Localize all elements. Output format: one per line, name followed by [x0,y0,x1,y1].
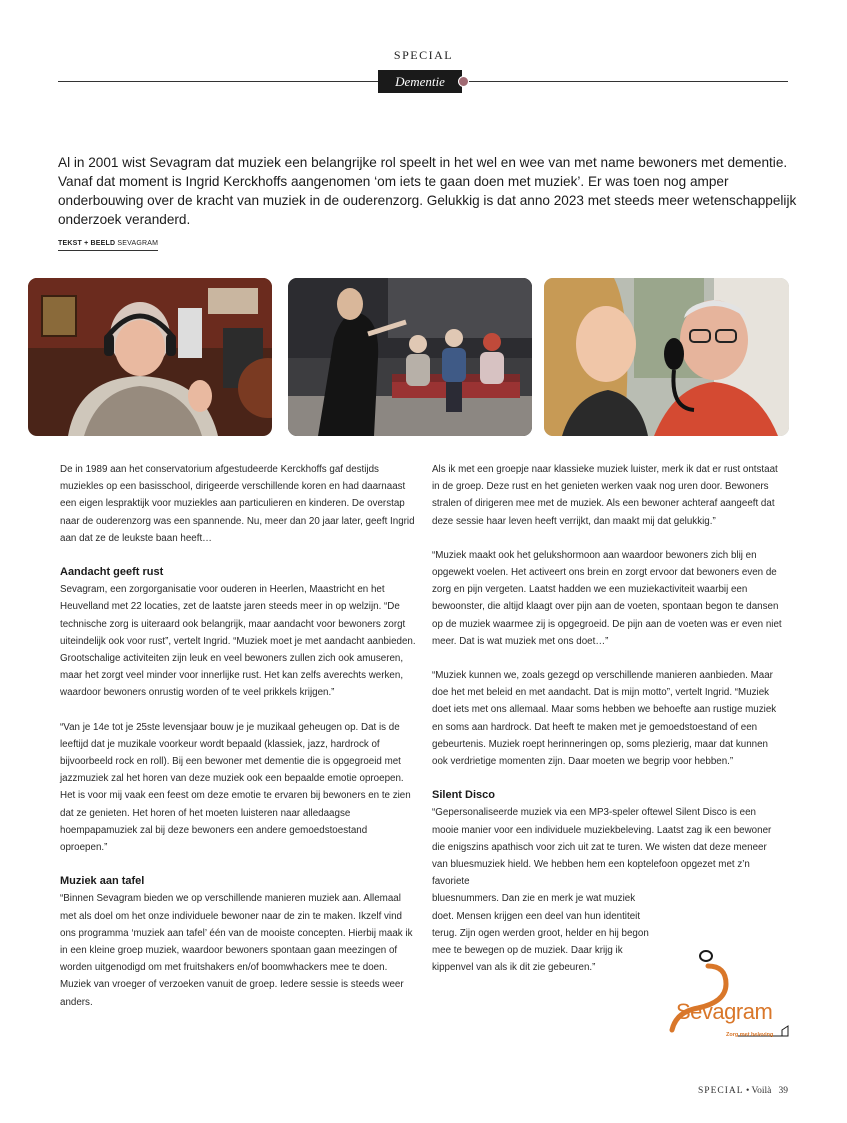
body-paragraph: Sevagram, een zorgorganisatie voor ouderen in Heerlen, Maastricht en het Heuvelland met 22 locaties, zet de laatste jaren steeds meer in op welzijn. “De technische zorg is uiteraard ook belangrijk, maar aandacht voor bewoners zorgt uiteindelijk ook voor rust”, vertelt Ingrid. “Muziek moet je met aandacht aanbieden. Grootschalige activiteiten zijn leuk en veel bewoners zullen zich ook amuseren, maar het zorgt veel minder voor innerlijke rust. Het kan zelfs averechts werken, waardoor bewoners onrustig worden of te veel prikkels krijgen.” [60,584,416,699]
body-paragraph: “Muziek kunnen we, zoals gezegd op verschillende manieren aanbieden. Maar doe het met beleid en met aandacht. Dat is mijn motto”, vertelt Ingrid. “Muziek doet iets met ons allemaal. Maar soms hebben we behoefte aan rustige muziek en soms aan hardrock. Dat heeft te maken met je gemoedstoestand of een gebeurtenis. Muziek roept herinneringen op, soms plezierig, maar dat kunnen ook verdrietige momenten zijn. Daar moeten we begrip voor hebben.” [432,670,777,768]
credit-source: SEVAGRAM [117,240,159,247]
body-paragraph: De in 1989 aan het conservatorium afgestudeerde Kerckhoffs gaf destijds muziekles op een basisschool, dirigeerde verschillende koren en had daarnaast een eigen lespraktijk voor muziekles aan particulieren en kinderen. De overstap naar de ouderenzorg was een spannende. Nu, meer dan 20 jaar later, geeft Ingrid aan dat ze de leukste baan heeft… [60,464,415,544]
credit-line [58,240,158,251]
logo-wordmark: Sevagram [676,999,773,1024]
page-number: 39 [778,1086,788,1096]
body-paragraph: “Gepersonaliseerde muziek via een MP3-speler oftewel Silent Disco is een mooie manier voor een individuele muziekbeleving. Laatst zag ik een bewoner die enigszins apathisch voor zich uit zat te turen. We wisten dat deze meneer van bluesmuziek hield. We hebben hem een koptelefoon opgezet met z’n favoriete [432,807,772,888]
section-kicker: SPECIAL [393,48,454,62]
header-rule-left [58,81,378,82]
photo-conductor-residents [288,278,532,436]
subheading-silent-disco: Silent Disco [432,789,495,802]
footer-separator: • [745,1086,750,1096]
body-paragraph-wrapped: bluesnummers. Dan zie en merk je wat muziek doet. Mensen krijgen een deel van hun identiteit terug. Zijn ogen werden groot, helder en hij begon mee te bewegen op de muziek. Daar krijg ik kippenvel van als ik dit zie gebeuren.” [432,893,649,974]
subheading-aandacht: Aandacht geeft rust [60,566,164,579]
photo-caregiver-man [544,278,789,436]
subheading-muziek-aan-tafel: Muziek aan tafel [60,875,145,888]
sevagram-logo [668,944,792,1040]
header-rule-right [466,81,788,82]
body-paragraph: “Muziek maakt ook het gelukshormoon aan waardoor bewoners zich blij en opgewekt voelen. Het activeert ons brein en zorgt ervoor dat bewoners even de zorg en pijn vergeten. Laatst hadden we een muziekactiviteit waarbij een bewoonster, die altijd klaagt over pijn aan de voeten, spontaan begon te dansen op de muziek waarmee zij is opgegroeid. De pijn aan de voeten was er even niet meer. Dat is wat muziek met ons doet…” [432,549,782,647]
page-footer [600,1086,788,1096]
section-dot [458,76,469,87]
footer-section: SPECIAL [698,1086,744,1096]
intro-paragraph: Al in 2001 wist Sevagram dat muziek een belangrijke rol speelt in het wel en wee van met name bewoners met dementie. Vanaf dat moment is Ingrid Kerckhoffs aangenomen ‘om iets te gaan doen met muziek’. Er was toen nog amper onderbouwing over de kracht van muziek in de ouderenzorg. Gelukkig is dat anno 2023 met steeds meer wetenschappelijk onderzoek veranderd. [58,155,797,227]
body-paragraph: “Van je 14e tot je 25ste levensjaar bouw je je muzikaal geheugen op. Dat is de leeftijd dat je muzikale voorkeur wordt bepaald (klassiek, jazz, hardrock of bijvoorbeeld rock en roll). Bij een bewoner met dementie die is opgegroeid met jazzmuziek zal het horen van deze muziek ook een bepaalde emotie oproepen. Het is voor mij vaak een feest om deze emotie te ervaren bij bewoners en te zien dat ze genieten. Het horen of het moeten luisteren naar alledaagse hoempapamuziek zal bij deze bewoners een andere gemoedstoestand oproepen.” [60,721,411,854]
body-paragraph: “Binnen Sevagram bieden we op verschillende manieren muziek aan. Allemaal met als doel om het onze individuele bewoner naar de zin te maken. Ikzelf vind ons programma ‘muziek aan tafel’ één van de mooiste concepten. Hierbij maak ik in een kleine groep muziek, waardoor bewoners spontaan gaan meezingen of worden uitgenodigd om met fruitshakers en/of boomwhackers mee te doen. Muziek van vroeger of verzoeken vanuit de groep. Iedere sessie is steeds weer anders. [60,893,413,1008]
section-tag: Dementie [378,70,462,93]
article-column-left [60,461,416,1011]
body-paragraph: Als ik met een groepje naar klassieke muziek luister, merk ik dat er rust ontstaat in de groep. Deze rust en het genieten werken vaak nog uren door. Bewoners stralen of dirigeren mee met de muziek. Als een bewoner achteraf aangeeft dat deze sessie haar leven heeft verrijkt, dan maakt mij dat gelukkig.” [432,464,778,527]
article-column-right [432,461,782,976]
footer-magazine: Voilà [751,1086,772,1096]
photo-lady-headphones [28,278,272,436]
logo-tagline: Zorg met beleving [726,1032,774,1038]
credit-label: TEKST + BEELD [58,240,116,247]
